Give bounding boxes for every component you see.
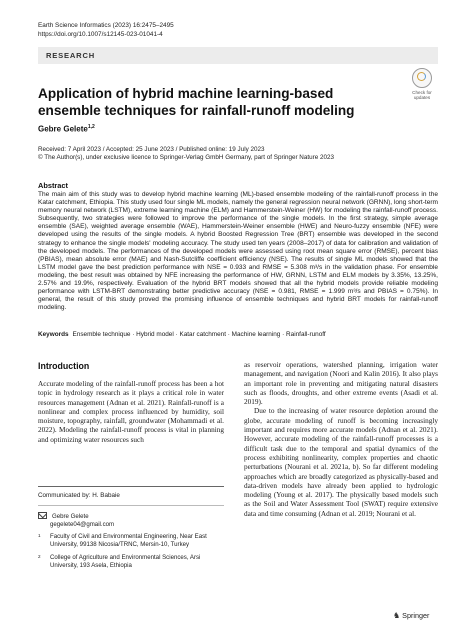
section-badge-label: RESEARCH	[46, 51, 96, 60]
affiliation-1	[38, 533, 224, 549]
abstract-text: The main aim of this study was to develop hybrid machine learning (ML)-based ensemble modeling of the rainfall-runoff process in the Katar catchment, Ethiopia. This study used four single ML models, namely the general regression neural network (GRNN), long short-term memory neural network (LSTM), extreme learning machine (ELM) and Hammerstein-Weiner (HW) for modeling the rainfall-runoff process. Subsequently, two strategies were followed to improve the performance of the single models. In the first strategy, simple average ensemble (SAE), weighted average ensemble (WAE), Hammerstein-Weiner ensemble (HWE) and Neuro-fuzzy ensemble (NFE) were developed using the results of the single models. A hybrid Boosted Regression Tree (BRT) ensemble was developed in the second strategy to enhance the single models' modeling accuracy. The study used ten years (2008–2017) of data for calibration and validation of the developed models. The performances of the developed models were assessed using root mean square error (RMSE), percent bias (PBIAS), mean absolute error (MAE) and Nash-Sutcliffe coefficient efficiency (NSE). The results of single ML models showed that the LSTM model gave the best prediction performance with NSE = 0.933 and RMSE = 5.308 m³/s in the validation phase. For ensemble modeling, the best result was obtained by NFE increasing the performance of HW, GRNN, LSTM and ELM models by 3.35%, 13.25%, 2.57% and 19.9%, respectively. Evaluation of the hybrid BRT models showed that all the hybrid models provide reliable modeling performance with LSTM-BRT demonstrating better predictive accuracy (NSE = 0.981, RMSE = 1.999 m³/s and PBIAS = 0.75%). In general, the result of this study proved the promising influence of ensemble techniques and hybrid BRT models for rainfall-runoff modeling.	[38, 191, 438, 312]
footnote-divider	[38, 505, 224, 506]
affiliation-text: College of Agriculture and Environmental Sciences, Arsi University, 193 Asela, Ethiopia	[50, 554, 201, 569]
introduction-paragraph: as reservoir operations, watershed planning, irrigation water management, and navigation (Noori and Kalin 2016). It also plays an important role in preventing and mitigating natural disasters such as floods, droughts, and other extreme events (Asadi et al. 2019).	[244, 361, 438, 407]
check-for-updates-line2: updates	[413, 95, 431, 101]
introduction-right-column	[244, 361, 438, 519]
contact-name: Gebre Gelete	[52, 513, 89, 520]
journal-header	[38, 22, 174, 39]
author-name[interactable]: Gebre Gelete	[38, 124, 88, 134]
keywords-line	[38, 331, 438, 338]
check-for-updates-button[interactable]	[405, 68, 439, 101]
publication-dates	[38, 146, 334, 162]
introduction-heading: Introduction	[38, 361, 90, 371]
introduction-paragraph: Accurate modeling of the rainfall-runoff process has been a hot topic in hydrology research as it plays a critical role in water resources management (Adnan et al. 2021). Rainfall-runoff is a nonlinear and complex process influenced by humidity, soil moisture, topography, rainfall, groundwater (Mohammadi et al. 2022). Modeling the rainfall-runoff process is vital in planning and optimizing water resources such	[38, 380, 224, 444]
dates-line: Received: 7 April 2023 / Accepted: 25 June 2023 / Published online: 19 July 2023	[38, 146, 265, 153]
affiliation-number: 2	[38, 554, 41, 559]
footnote-divider	[38, 486, 224, 487]
check-for-updates-line1: Check for	[412, 90, 432, 95]
check-for-updates-icon	[412, 68, 432, 88]
introduction-paragraph: Due to the increasing of water resource depletion around the globe, accurate modeling of runoff is becoming increasingly important and requires more accurate models (Adnan et al. 2021). However, accurate modeling of the rainfall-runoff processes is a difficult task due to the temporal and spatial dynamics of the process exhibiting nonlinearity, complex properties and chaotic perturbations (Nourani et al. 2021a, b). So far different modeling approaches which are broadly categorized as physically-based and data-driven models have already been applied to hydrologic modeling (Young et al. 2017). The physically based models such as the Soil and Water Assessment Tool (SWAT) require extensive data and time consuming (Adnan et al. 2019; Nourani et al.	[244, 407, 438, 518]
publisher-name: Springer	[402, 611, 430, 620]
affiliation-text: Faculty of Civil and Environmental Engineering, Near East University, 99138 Nicosia/TRNC, Mersin-10, Turkey	[50, 533, 207, 548]
springer-horse-icon: ♞	[393, 611, 401, 620]
abstract-heading: Abstract	[38, 181, 68, 190]
affiliation-2	[38, 554, 224, 570]
corresponding-author	[38, 511, 114, 529]
introduction-left-column	[38, 380, 224, 445]
journal-doi-link[interactable]: https://doi.org/10.1007/s12145-023-01041-4	[38, 30, 163, 38]
publisher-logo	[393, 611, 429, 620]
communicated-by: Communicated by: H. Babaie	[38, 492, 120, 499]
keywords-text: Ensemble technique · Hybrid model · Katar catchment · Machine learning · Rainfall-runoff	[72, 331, 326, 338]
keywords-label: Keywords	[38, 331, 69, 338]
author-affiliation-marks: 1,2	[87, 124, 95, 130]
section-badge	[38, 47, 438, 64]
affiliation-number: 1	[38, 533, 41, 538]
contact-email[interactable]: gegelete04@gmail.com	[50, 520, 115, 528]
article-title: Application of hybrid machine learning-based ensemble techniques for rainfall-runoff modeling	[38, 86, 355, 118]
envelope-icon	[38, 512, 47, 519]
copyright-line: © The Author(s), under exclusive licence to Springer-Verlag GmbH Germany, part of Springer Nature 2023	[38, 154, 334, 162]
author-line	[38, 124, 95, 134]
journal-name: Earth Science Informatics (2023) 16:2475–2495	[38, 22, 174, 29]
